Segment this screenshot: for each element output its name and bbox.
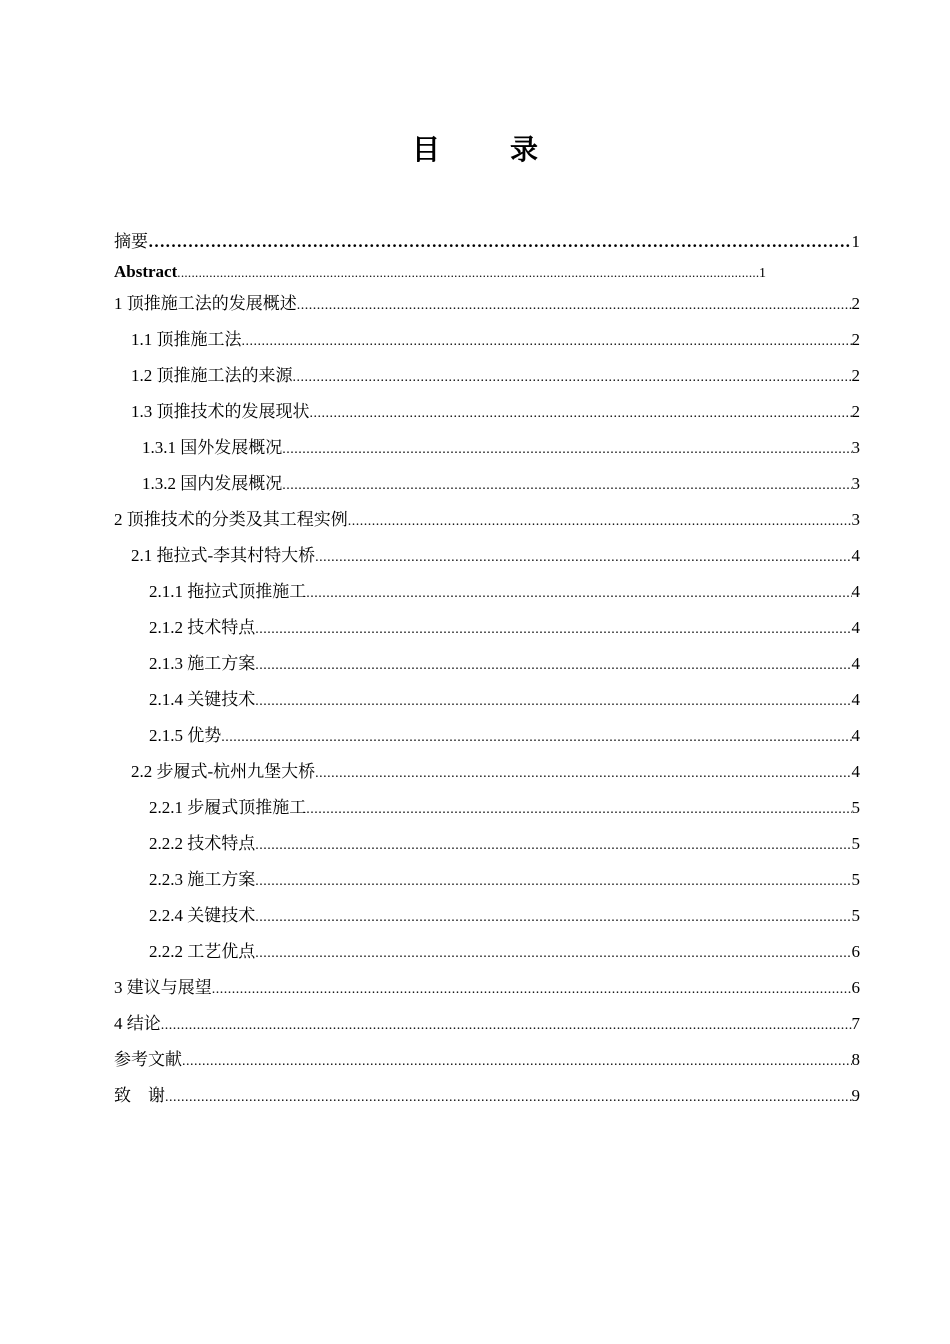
toc-entry-page: 3 bbox=[851, 438, 860, 457]
toc-dot-leader bbox=[255, 648, 851, 682]
toc-entry-section-2-2-1[interactable] bbox=[114, 790, 860, 826]
toc-entry-section-2-1-3[interactable] bbox=[114, 646, 860, 682]
toc-dot-leader bbox=[255, 684, 851, 718]
toc-entry-page: 3 bbox=[851, 510, 860, 529]
toc-entry-page: 5 bbox=[851, 798, 860, 817]
toc-entry-acknowledgements[interactable] bbox=[114, 1078, 860, 1114]
toc-entry-section-1-2[interactable] bbox=[114, 358, 860, 394]
toc-entry-page: 4 bbox=[851, 546, 860, 565]
toc-dot-leader bbox=[282, 468, 851, 502]
toc-list bbox=[114, 226, 860, 1114]
toc-entry-page: 4 bbox=[851, 762, 860, 781]
toc-dot-leader bbox=[182, 1044, 852, 1078]
toc-entry-label: 3 建议与展望 bbox=[114, 978, 212, 997]
toc-dot-leader bbox=[221, 720, 851, 754]
toc-entry-page: 2 bbox=[851, 402, 860, 421]
toc-entry-section-2-2-4[interactable] bbox=[114, 898, 860, 934]
toc-dot-leader bbox=[242, 324, 852, 358]
toc-dot-leader bbox=[293, 360, 852, 394]
toc-dot-leader bbox=[255, 936, 851, 970]
toc-entry-label: 致 谢 bbox=[114, 1086, 165, 1105]
toc-dot-leader bbox=[255, 900, 851, 934]
toc-dot-leader bbox=[212, 972, 852, 1006]
toc-entry-page: 3 bbox=[851, 474, 860, 493]
toc-entry-label: 2.1.3 施工方案 bbox=[149, 654, 256, 673]
toc-entry-page: 5 bbox=[851, 870, 860, 889]
toc-entry-label: 2.2.2 工艺优点 bbox=[149, 942, 256, 961]
toc-entry-section-1-1[interactable] bbox=[114, 322, 860, 358]
toc-entry-label: Abstract bbox=[114, 262, 178, 281]
toc-dot-leader bbox=[282, 432, 851, 466]
toc-entry-chapter-2[interactable] bbox=[114, 502, 860, 538]
toc-dot-leader bbox=[348, 504, 852, 538]
toc-entry-page: 4 bbox=[851, 582, 860, 601]
toc-title bbox=[0, 128, 950, 168]
toc-entry-chapter-1[interactable] bbox=[114, 286, 860, 322]
toc-entry-page: 9 bbox=[851, 1086, 860, 1105]
toc-entry-section-2-2-2[interactable] bbox=[114, 826, 860, 862]
toc-entry-label: 1 顶推施工法的发展概述 bbox=[114, 294, 297, 313]
toc-entry-section-2-2-5[interactable] bbox=[114, 934, 860, 970]
toc-entry-label: 2.1.1 拖拉式顶推施工 bbox=[149, 582, 307, 601]
toc-entry-section-1-3-2[interactable] bbox=[114, 466, 860, 502]
toc-entry-label: 2 顶推技术的分类及其工程实例 bbox=[114, 510, 348, 529]
toc-dot-leader bbox=[306, 576, 851, 610]
toc-entry-references[interactable] bbox=[114, 1042, 860, 1078]
toc-entry-section-1-3-1[interactable] bbox=[114, 430, 860, 466]
toc-dot-leader bbox=[177, 259, 759, 286]
toc-dot-leader bbox=[306, 792, 851, 826]
toc-entry-label: 1.3 顶推技术的发展现状 bbox=[131, 402, 310, 421]
toc-dot-leader bbox=[310, 396, 852, 430]
toc-entry-label: 2.1.5 优势 bbox=[149, 726, 222, 745]
toc-entry-label: 1.1 顶推施工法 bbox=[131, 330, 242, 349]
toc-dot-leader bbox=[315, 756, 851, 790]
toc-entry-section-2-2[interactable] bbox=[114, 754, 860, 790]
toc-entry-label: 2.2.4 关键技术 bbox=[149, 906, 256, 925]
toc-entry-label: 1.3.1 国外发展概况 bbox=[142, 438, 283, 457]
toc-entry-label: 2.2.2 技术特点 bbox=[149, 834, 256, 853]
toc-entry-section-2-1-1[interactable] bbox=[114, 574, 860, 610]
toc-dot-leader bbox=[148, 226, 852, 258]
toc-dot-leader bbox=[255, 828, 851, 862]
toc-entry-page: 4 bbox=[851, 690, 860, 709]
toc-entry-page: 5 bbox=[851, 834, 860, 853]
toc-entry-page: 2 bbox=[851, 366, 860, 385]
toc-entry-page: 2 bbox=[851, 294, 860, 313]
toc-entry-section-2-1-5[interactable] bbox=[114, 718, 860, 754]
toc-entry-label: 2.2.1 步履式顶推施工 bbox=[149, 798, 307, 817]
toc-entry-label: 2.2.3 施工方案 bbox=[149, 870, 256, 889]
toc-entry-page: 4 bbox=[851, 654, 860, 673]
toc-dot-leader bbox=[255, 612, 851, 646]
toc-entry-chapter-3[interactable] bbox=[114, 970, 860, 1006]
toc-entry-section-2-1-4[interactable] bbox=[114, 682, 860, 718]
toc-dot-leader bbox=[165, 1080, 852, 1114]
toc-entry-section-2-1-2[interactable] bbox=[114, 610, 860, 646]
toc-entry-label: 1.2 顶推施工法的来源 bbox=[131, 366, 293, 385]
toc-entry-page: 6 bbox=[851, 942, 860, 961]
toc-dot-leader bbox=[315, 540, 851, 574]
toc-entry-page: 1 bbox=[851, 232, 860, 251]
toc-dot-leader bbox=[297, 288, 852, 322]
toc-entry-page: 6 bbox=[851, 978, 860, 997]
toc-entry-page: 8 bbox=[851, 1050, 860, 1069]
toc-title-char-1: 目 bbox=[411, 133, 440, 166]
toc-entry-label: 2.1.2 技术特点 bbox=[149, 618, 256, 637]
toc-entry-label: 1.3.2 国内发展概况 bbox=[142, 474, 283, 493]
toc-entry-label: 4 结论 bbox=[114, 1014, 161, 1033]
toc-entry-label: 2.2 步履式-杭州九堡大桥 bbox=[131, 762, 316, 781]
toc-dot-leader bbox=[161, 1008, 852, 1042]
toc-dot-leader bbox=[255, 864, 851, 898]
toc-entry-chapter-4[interactable] bbox=[114, 1006, 860, 1042]
toc-entry-abstract-en[interactable] bbox=[114, 258, 766, 286]
toc-title-char-2: 录 bbox=[510, 133, 539, 166]
toc-entry-page: 7 bbox=[851, 1014, 860, 1033]
toc-entry-label: 参考文献 bbox=[114, 1050, 182, 1069]
toc-entry-section-1-3[interactable] bbox=[114, 394, 860, 430]
toc-entry-label: 摘要 bbox=[114, 232, 148, 251]
toc-entry-page: 1 bbox=[759, 266, 766, 281]
toc-entry-page: 5 bbox=[851, 906, 860, 925]
toc-entry-label: 2.1 拖拉式-李其村特大桥 bbox=[131, 546, 316, 565]
toc-entry-section-2-2-3[interactable] bbox=[114, 862, 860, 898]
toc-entry-page: 2 bbox=[851, 330, 860, 349]
toc-entry-section-2-1[interactable] bbox=[114, 538, 860, 574]
toc-entry-page: 4 bbox=[851, 726, 860, 745]
toc-entry-page: 4 bbox=[851, 618, 860, 637]
toc-entry-label: 2.1.4 关键技术 bbox=[149, 690, 256, 709]
toc-entry-abstract-cn[interactable] bbox=[114, 226, 860, 258]
